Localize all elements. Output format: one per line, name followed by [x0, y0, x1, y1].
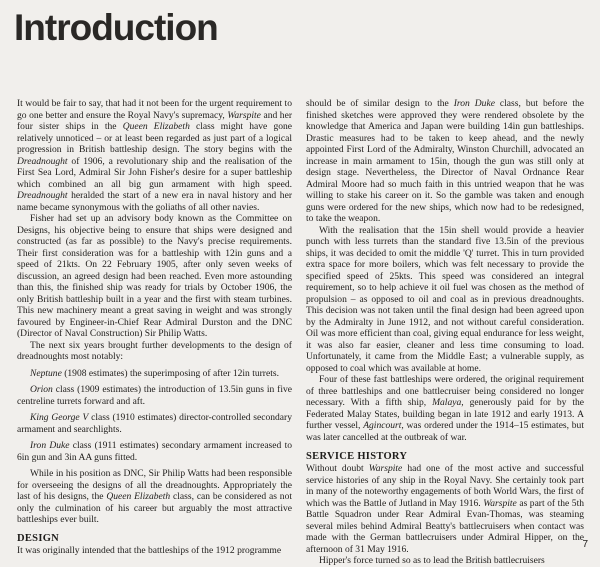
italic-ship-name: Iron Duke: [453, 98, 495, 109]
list-item: King George V class (1910 estimates) director-controlled secondary armament and searchlights.: [17, 412, 292, 435]
italic-ship-name: Malaya: [432, 397, 462, 408]
italic-ship-name: Queen Elizabeth: [106, 491, 171, 502]
paragraph: It was originally intended that the battleships of the 1912 programme: [17, 544, 282, 556]
paragraph: Hipper's force turned so as to lead the British battlecruisers: [319, 555, 545, 566]
paragraph: should be of similar design to the Iron Duke class, but before the finished sketches were approved they were rendered obsolete by the knowledge that America and Japan were building 14in gun battleships. Drastic measures had to be taken to keep ahead, and the newly appointed First Lord of the Admiralty, Winston Churchill, advocated an increase in main armament to 15in, though the gun was still only at design stage. Nevertheless, the Director of Naval Ordnance Rear Admiral Moore had so much faith in this untried weapon that he was willing to stake his career on it. So the gamble was taken and enough guns were ordered for the new ships, which now had to be redesigned, to take the weapon.: [306, 98, 584, 224]
right-column: [306, 98, 584, 567]
section-heading-design: DESIGN: [17, 532, 60, 544]
list-item: Orion class (1909 estimates) the introduction of 13.5in guns in five centreline turrets forward and aft.: [17, 384, 292, 407]
italic-ship-name: Agincourt: [363, 420, 402, 431]
paragraph: Fisher had set up an advisory body known as the Committee on Designs, his objective being to ensure that ships were designed and constructed (as far as possible) to the Navy's precise requirements. Their first consideration was for a battleship with 12in guns and a speed of 21kts. On 22 February 1905, after only seven weeks of discussion, an agreed design had been reached. Even more astounding than this, the finished ship was ready for trials by October 1906, the only British battleship built in a year and the first with steam turbines. This new machinery meant a great saving in weight and was strongly favoured by Engineer-in-Chief Rear Admiral Durston and the DNC (Director of Naval Construction) Sir Philip Watts.: [17, 213, 292, 339]
italic-ship-name: King George V: [30, 412, 89, 423]
section-heading-service-history: SERVICE HISTORY: [306, 451, 408, 462]
list-item: Iron Duke class (1911 estimates) secondary armament increased to 6in gun and 3in AA guns fitted.: [17, 440, 292, 463]
paragraph: It would be fair to say, that had it not been for the urgent requirement to go one better and ensure the Royal Navy's supremacy, Warspite and her four sister ships in the Queen Elizabeth class might have gone relatively unnoticed – or at least been regarded as just part of a logical progression in British battleship design. The story begins with the Dreadnought of 1906, a revolutionary ship and the realisation of the First Sea Lord, Admiral Sir John Fisher's desire for a super battleship which combined an all big gun armament with high speed. Dreadnought heralded the start of a new era in naval history and her name became synonymous with the goliaths of all other navies.: [17, 98, 292, 213]
italic-ship-name: Neptune: [30, 367, 62, 379]
paragraph: Without doubt Warspite had one of the most active and successful service histories of any ship in the Royal Navy. She certainly took part in many of the noteworthy engagements of both World Wars, the first of which was the Battle of Jutland in May 1916. Warspite as part of the 5th Battle Squadron under Rear Admiral Evan-Thomas, was steaming several miles behind Admiral Beatty's battlecruisers when contact was made with the German battlecruisers under Admiral Hipper, on the afternoon of 31 May 1916.: [306, 463, 584, 555]
italic-ship-name: Warspite: [227, 109, 261, 121]
italic-ship-name: Queen Elizabeth: [122, 121, 190, 132]
paragraph: The next six years brought further developments to the design of dreadnoughts most notably:: [17, 339, 292, 362]
italic-ship-name: Warspite: [368, 463, 403, 474]
italic-ship-name: Dreadnought: [17, 155, 68, 167]
list-item: Neptune (1908 estimates) the superimposing of after 12in turrets.: [30, 367, 279, 379]
italic-ship-name: Warspite: [483, 497, 517, 509]
paragraph: Four of these fast battleships were ordered, the original requirement of three battleships and one battlecruiser being considered no longer necessary. With a fifth ship, Malaya, generously paid for by the Federated Malay States, building began in late 1912 and early 1913. A further vessel, Agincourt, was ordered under the 1914–15 estimates, but was later cancelled at the outbreak of war.: [306, 374, 584, 443]
italic-ship-name: Dreadnought: [17, 190, 68, 201]
italic-ship-name: Iron Duke: [30, 440, 70, 451]
italic-ship-name: Orion: [30, 384, 53, 395]
page-number: 7: [582, 539, 588, 550]
paragraph: While in his position as DNC, Sir Philip Watts had been responsible for overseeing the designs of all the dreadnoughts. Appropriately the last of his designs, the Queen Elizabeth class, can be considered as not only the culmination of his career but arguably the most attractive battleships ever built.: [17, 468, 293, 525]
paragraph: With the realisation that the 15in shell would provide a heavier punch with less turrets than the standard five 13.5in of the previous ships, it was decided to omit the middle 'Q' turret. This in turn provided extra space for more boilers, which was felt necessary to provide the specified speed of 25kts. This speed was considered an integral requirement, so to help achieve it oil fuel was chosen as the method of propulsion – as opposed to oil and coal as in previous dreadnoughts. This decision was not taken until the final design had been agreed upon by the Admiralty in June 1912, and not without careful consideration. Oil was more efficient than coal, giving equal endurance for less weight, it was also far easier, cleaner and less time consuming to load. Unfortunately, it came from the Middle East; a vulnerable supply, as opposed to coal which was available at home.: [306, 224, 584, 374]
page-title: Introduction: [14, 7, 218, 48]
left-column: [17, 98, 292, 556]
